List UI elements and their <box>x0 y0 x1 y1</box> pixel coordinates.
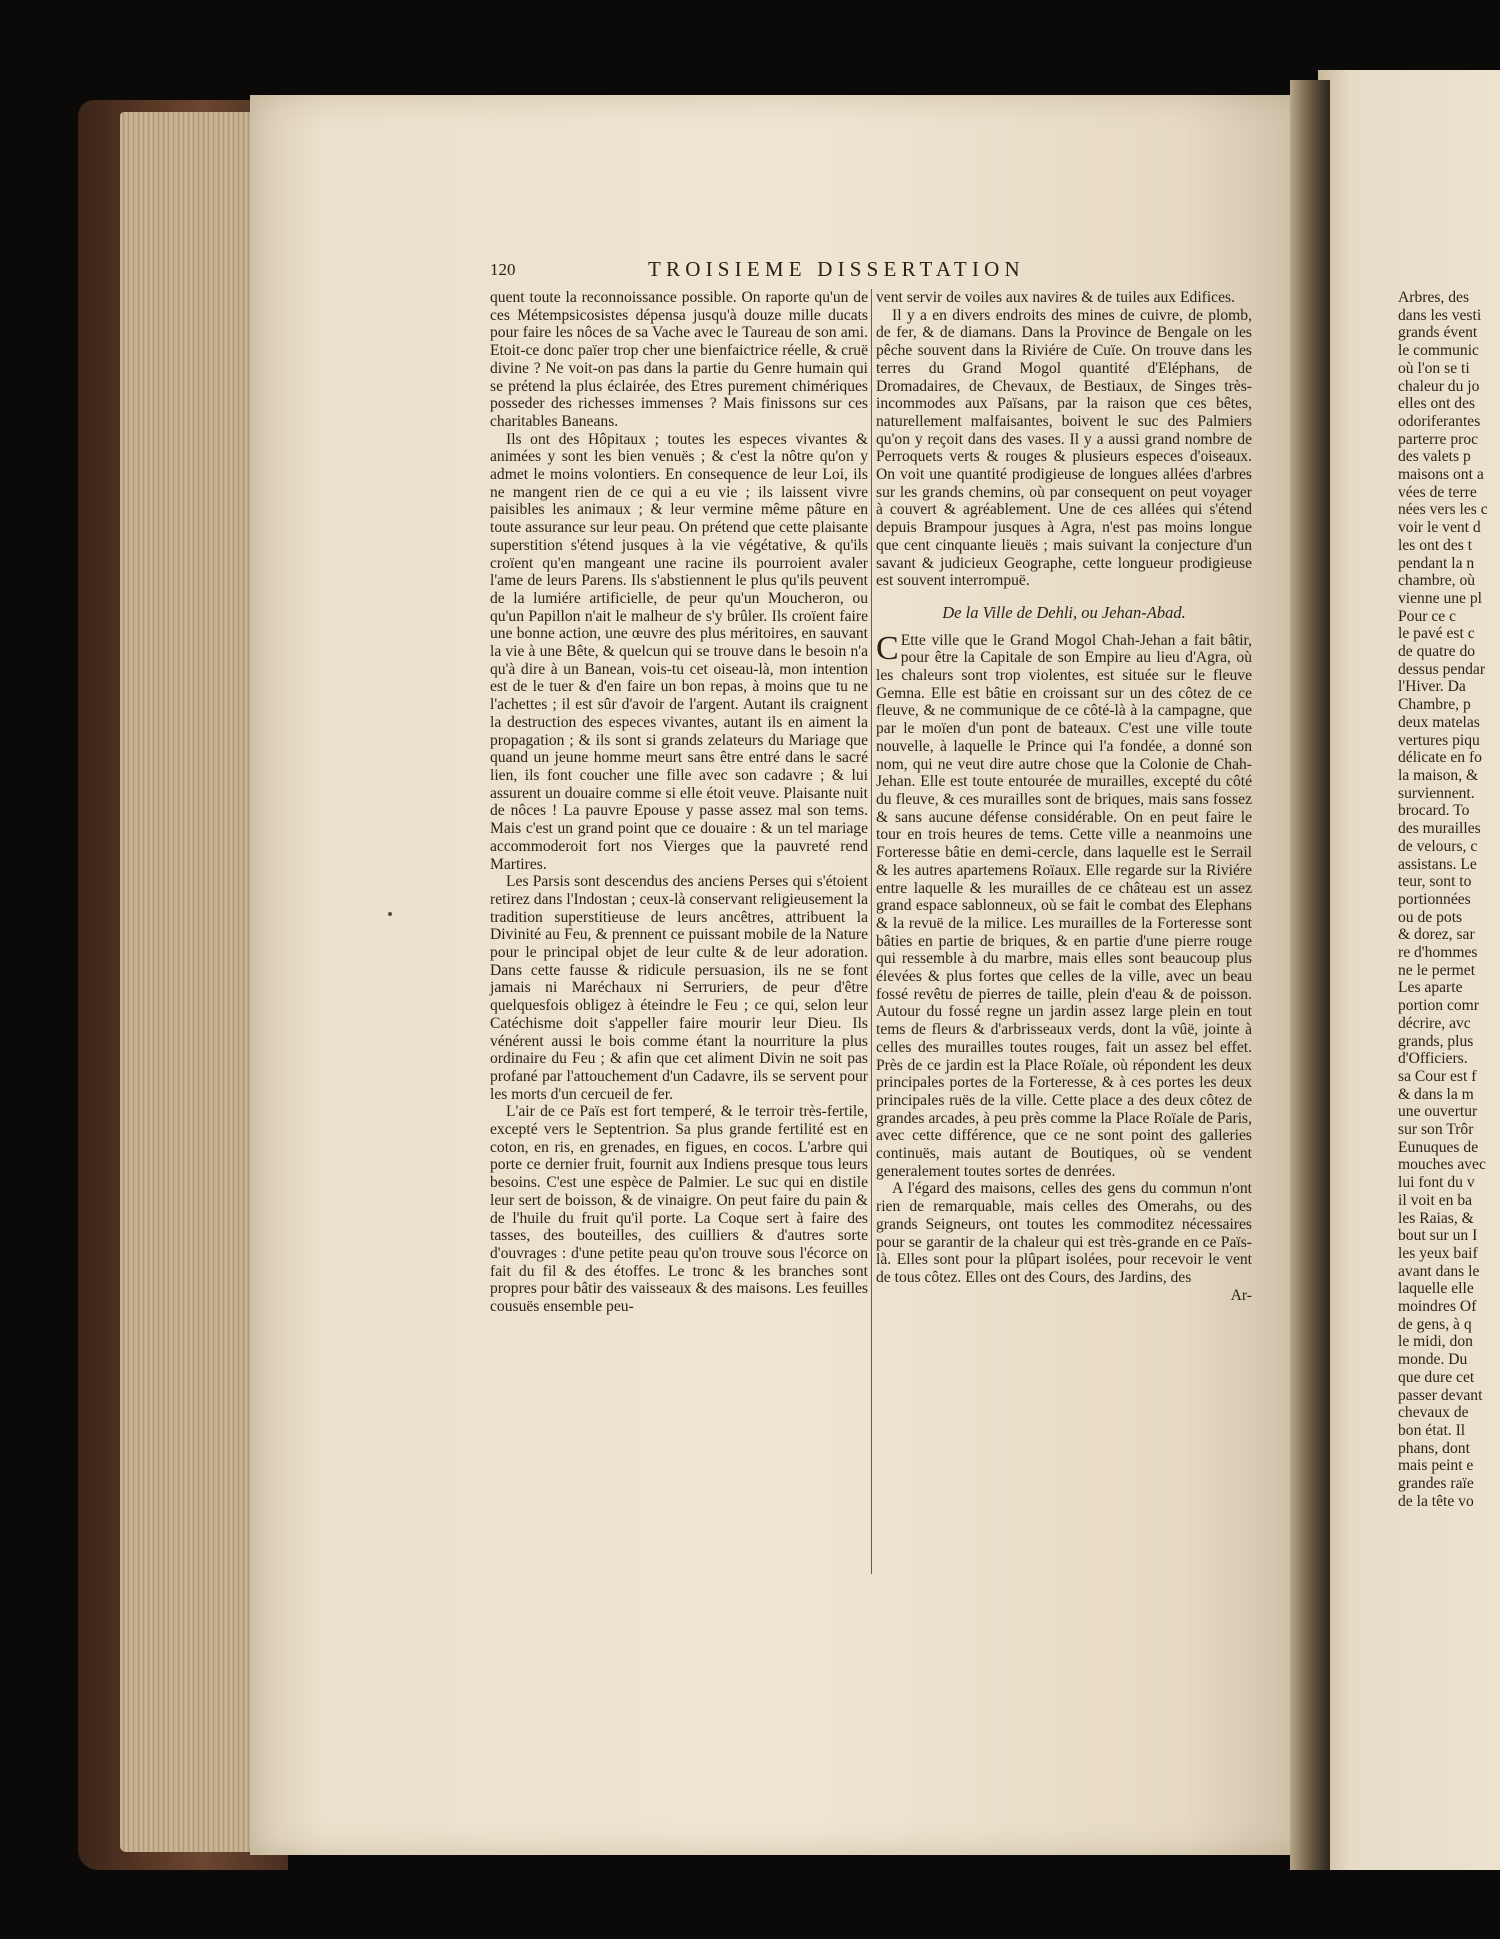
facing-page-line: de velours, c <box>1398 837 1478 855</box>
facing-page-line: sur son Trôr <box>1398 1121 1474 1139</box>
facing-page-line: assistans. Le <box>1398 855 1477 873</box>
facing-page-line: mais peint e <box>1398 1457 1474 1475</box>
facing-page-line: phans, dont <box>1398 1439 1470 1457</box>
facing-page-line: grandes raïe <box>1398 1475 1474 1493</box>
paragraph: L'air de ce Païs est fort temperé, & le terroir très-fertile, excepté vers le Septentrion. Sa plus grande fertilité est en coton, en ris, en grenades, en figues, en cocos. L'arbre qui porte ce dernier fruit, fournit aux Indiens presque tous leurs besoins. C'est une espèce de Palmier. Le suc qui en distile leur sert de boisson, & de vinaigre. On peut faire du pain & de l'huile du fruit qu'il porte. La Coque sert à faire des tasses, des bouteilles, des cuilliers & d'autres sorte d'ouvrages : d'une petite peau qu'on trouve sous l'écorce on fait du fil & des étoffes. Le tronc & les branches sont propres pour bâtir des vaisseaux & des maisons. Les feuilles cousuës ensemble peu- <box>490 1103 868 1316</box>
facing-page-line: chevaux de <box>1398 1404 1469 1422</box>
facing-page-line: deux matelas <box>1398 713 1480 731</box>
facing-page-line: une ouvertur <box>1398 1103 1478 1121</box>
facing-page-line: décrire, avc <box>1398 1014 1471 1032</box>
facing-page-line: grands, plus <box>1398 1032 1474 1050</box>
facing-page-line: dessus pendar <box>1398 660 1486 678</box>
facing-page-line: portion comr <box>1398 997 1479 1015</box>
facing-page-line: la maison, & <box>1398 766 1479 784</box>
paragraph: quent toute la reconnoissance possible. On raporte qu'un de ces Métempsicosistes dépensa jusqu'à douze mille ducats pour faire les nôces de sa Vache avec le Taureau de son ami. Etoit-ce donc païer trop cher une bienfaictrice réelle, & cruë divine ? Ne voit-on pas dans la partie du Genre humain qui se prétend la plus éclairée, des Etres purement chimériques posseder des richesses immenses ? Mais finissons sur ces charitables Baneans. <box>490 289 868 430</box>
page-number: 120 <box>490 260 516 279</box>
facing-page-line: maisons ont a <box>1398 466 1484 484</box>
facing-page-line: portionnées <box>1398 890 1471 908</box>
paragraph: vent servir de voiles aux navires & de tuiles aux Edifices. <box>876 289 1235 306</box>
right-column <box>876 289 1252 1304</box>
running-head <box>490 257 1250 283</box>
paragraph: A l'égard des maisons, celles des gens du commun n'ont rien de remarquable, mais celles des Omerahs, ou des grands Seigneurs, ont toutes les commoditez nécessaires pour se garantir de la chaleur qui est très-grande en ce Païs-là. Elles sont pour la plûpart isolées, pour recevoir le vent de tous côtez. Elles ont des Cours, des Jardins, des <box>876 1180 1252 1286</box>
facing-page-line: grands évent <box>1398 324 1478 342</box>
facing-page-line: de la tête vo <box>1398 1492 1474 1510</box>
facing-page-line: d'Officiers. <box>1398 1050 1468 1068</box>
facing-page-line: brocard. To <box>1398 802 1470 820</box>
facing-page-line: Chambre, p <box>1398 696 1471 714</box>
facing-page-line: moindres Of <box>1398 1298 1477 1316</box>
facing-page-line: re d'hommes <box>1398 944 1478 962</box>
facing-page-line: laquelle elle <box>1398 1280 1474 1298</box>
facing-page-line: bon état. Il <box>1398 1422 1466 1439</box>
paper-speck <box>388 912 392 916</box>
facing-page-line: les yeux baif <box>1398 1244 1478 1262</box>
book-gutter <box>1290 80 1330 1870</box>
facing-page-line: les ont des t <box>1398 536 1473 554</box>
facing-page-line: surviennent. <box>1398 784 1475 802</box>
facing-page-line: passer devant <box>1398 1386 1483 1404</box>
facing-page-text <box>1398 289 1500 1569</box>
column-rule <box>871 289 872 1574</box>
facing-page-line: chaleur du jo <box>1398 377 1480 395</box>
facing-page-line: nées vers les c <box>1398 501 1488 519</box>
facing-page-line: elles ont des <box>1398 395 1476 413</box>
facing-page-line: & dorez, sar <box>1398 926 1475 944</box>
facing-page-line: Pour ce c <box>1398 607 1457 625</box>
paragraph: Ils ont des Hôpitaux ; toutes les especes vivantes & animées y sont les bien venuës ; & c'est la nôtre qu'on y admet le moins volontiers. En consequence de leur Loi, ils ne mangent rien de ce qui a eu vie ; ils laissent vivre paisibles les animaux ; & leur vermine même pâture en toute assurance sur leur peau. On prétend que cette plaisante superstition s'étend jusques à la vie végétative, & qu'ils croïent qu'en mangeant une racine ils pourroient avaler l'ame de leurs Parens. Ils s'abstiennent le plus qu'ils peuvent de la lumiére artificielle, de peur qu'un Moucheron, ou qu'un Papillon n'ait le malheur de s'y brûler. Ils croïent faire une bonne action, une œuvre des plus méritoires, en sauvant la vie à une Bête, & quelcun qui se trouve dans le besoin n'a qu'à dire à un Banean, vois-tu cet oiseau-là, mon intention est de le tuer & d'en faire un bon repas, à moins que tu ne l'achettes ; il est sûr d'avoir de l'argent. Autant ils craignent la destruction des especes vivantes, autant ils en aiment la propagation ; & ils sont si grands zelateurs du Mariage que quand un jeune homme meurt sans être entré dans le sacré lien, ils font coucher une fille avec son cadavre ; & lui assurent un douaire comme si elle étoit veuve. Plaisante nuit de nôces ! La pauvre Epouse y passe assez mal son tems. Mais c'est un grand point que ce douaire : & un tel mariage accommoderoit fort nos Vierges que la pauvreté rend Martires. <box>490 430 868 873</box>
facing-page-line: les Raias, & <box>1398 1209 1474 1227</box>
facing-page-line: le communic <box>1398 342 1479 360</box>
facing-page-line: bout sur un I <box>1398 1227 1478 1245</box>
facing-page-line: Les aparte <box>1398 979 1463 997</box>
facing-page-line: de quatre do <box>1398 643 1476 661</box>
facing-page-line: & dans la m <box>1398 1085 1474 1103</box>
facing-page-line: le pavé est c <box>1398 625 1475 643</box>
facing-page-line: sa Cour est f <box>1398 1067 1477 1085</box>
facing-page-line: ne le permet <box>1398 961 1476 979</box>
paragraph: Les Parsis sont descendus des anciens Perses qui s'étoient retirez dans l'Indostan ; ceux-là conservant religieusement la tradition superstitieuse de leurs ancêtres, attribuent la Divinité au Feu, & prennent ce puissant mobile de la Nature pour le principal objet de leur culte & de leur adoration. Dans cette fausse & ridicule persuasion, ils ne se font jamais ni Maréchaux ni Serruriers, de peur d'être quelquesfois obligez à éteindre le Feu ; ce qui, selon leur Catéchisme doit s'appeller faire mourir leur Dieu. Ils vénérent aussi le bois comme étant la nourriture la plus ordinaire du Feu ; & afin que cet aliment Divin ne soit pas profané par l'attouchement d'un Cadavre, ils se servent pour les morts d'un cercueil de fer. <box>490 873 868 1103</box>
facing-page-line: teur, sont to <box>1398 873 1472 891</box>
section-heading: De la Ville de Dehli, ou Jehan-Abad. <box>942 602 1186 622</box>
facing-page-line: des valets p <box>1398 448 1471 466</box>
facing-page-line: monde. Du <box>1398 1351 1468 1369</box>
facing-page-line: l'Hiver. Da <box>1398 678 1466 696</box>
facing-page-line: Arbres, des <box>1398 289 1470 306</box>
facing-page-line: avant dans le <box>1398 1262 1480 1280</box>
paragraph: Il y a en divers endroits des mines de cuivre, de plomb, de fer, & de diamans. Dans la Province de Bengale on les pêche souvent dans la Riviére de Cuïe. On trouve dans les terres du Grand Mogol quantité d'Eléphans, de Dromadaires, de Chevaux, de Bestiaux, de Singes très-incommodes aux Païsans, par la raison que ces bêtes, naturellement malfaisantes, boivent le suc des Palmiers qu'on y reçoit dans des vases. Il y a aussi grand nombre de Perroquets verts & rouges & plusieurs especes d'oiseaux. On voit une quantité prodigieuse de longues allées d'arbres sur les grands chemins, où par consequent on peut voyager à couvert & agréablement. Une de ces allées qui s'étend depuis Brampour jusques à Agra, n'est pas moins longue que cent cinquante lieuës ; mais suivant la conjecture d'un savant & judicieux Geographe, cette longueur prodigieuse est souvent interrompuë. <box>876 306 1252 590</box>
facing-page-line: vienne une pl <box>1398 589 1483 607</box>
paragraph-with-drop-cap <box>876 629 1252 1181</box>
facing-page-line: vées de terre <box>1398 483 1477 501</box>
facing-page-line: des murailles <box>1398 820 1481 838</box>
facing-page-line: voir le vent d <box>1398 519 1481 537</box>
facing-page-line: chambre, où <box>1398 572 1476 590</box>
facing-page-line: il voit en ba <box>1398 1191 1473 1209</box>
facing-page-line: que dure cet <box>1398 1368 1475 1386</box>
facing-page-line: où l'on se ti <box>1398 359 1470 377</box>
facing-page-line: le midi, don <box>1398 1333 1473 1351</box>
drop-cap: C <box>876 629 899 667</box>
catchword: Ar- <box>1230 1286 1252 1304</box>
facing-page-line: dans les vesti <box>1398 306 1482 324</box>
paragraph-text: Ette ville que le Grand Mogol Chah-Jehan a fait bâtir, pour être la Capitale de son Empire au lieu d'Agra, où les chaleurs sont trop violentes, est située sur le fleuve Gemna. Elle est bâtie en croissant sur un des côtez de ce fleuve, & ne communique de ce côté-là à la campagne, que par le moïen d'un pont de bateaux. C'est une ville toute nouvelle, à laquelle le Prince qui l'a fondée, a donné son nom, qui ne veut dire autre chose que la Colonie de Chah-Jehan. Elle est toute entourée de murailles, excepté du côté du fleuve, & ces murailles sont de briques, mais sans fossez & sans aucune défense considérable. On en peut faire le tour en trois heures de tems. Cette ville a neanmoins une Forteresse bâtie en demi-cercle, dans laquelle est le Serrail & les autres apartemens Roïaux. Elle regarde sur la Riviére entre laquelle & les murailles de ce château est un assez grand espace sablonneux, où se fait le combat des Elephans & la revuë de la milice. Les murailles de la Forteresse sont bâties en partie de briques, & en partie d'une pierre rouge qui ressemble à du marbre, mais elles sont beaucoup plus élevées & plus fortes que celles de la ville, avec un beau fossé revêtu de pierres de taille, plein d'eau & de poisson. Autour du fossé regne un jardin assez large plein en tout tems de fleurs & d'arbrisseaux verds, dont la vûë, jointe à celles des murailles toutes rouges, fait un assez bel effet. Près de ce jardin est la Place Roïale, où répondent les deux principales portes de la Forteresse, & à ces portes les deux principales ruës de la ville. Cette place a des deux côtez de grandes arcades, à peu près comme la Place Roïale de Paris, avec cette différence, que ce ne sont point des galleries continuës, mais autant de Boutiques, où se vendent generalement toutes sortes de denrées. <box>876 631 1252 1180</box>
facing-page-line: vertures piqu <box>1398 731 1480 749</box>
facing-page-line: lui font du v <box>1398 1174 1475 1192</box>
facing-page-line: ou de pots <box>1398 908 1463 926</box>
facing-page-line: délicate en fo <box>1398 749 1482 767</box>
facing-page-line: Eunuques de <box>1398 1138 1479 1156</box>
facing-page-line: mouches avec <box>1398 1156 1486 1174</box>
left-column <box>490 289 868 1316</box>
facing-page-line: pendant la n <box>1398 554 1475 572</box>
facing-page-line: de gens, à q <box>1398 1315 1472 1333</box>
facing-page-line: odoriferantes <box>1398 412 1481 430</box>
facing-page-line: parterre proc <box>1398 430 1479 448</box>
running-title: TROISIEME DISSERTATION <box>648 257 1025 281</box>
